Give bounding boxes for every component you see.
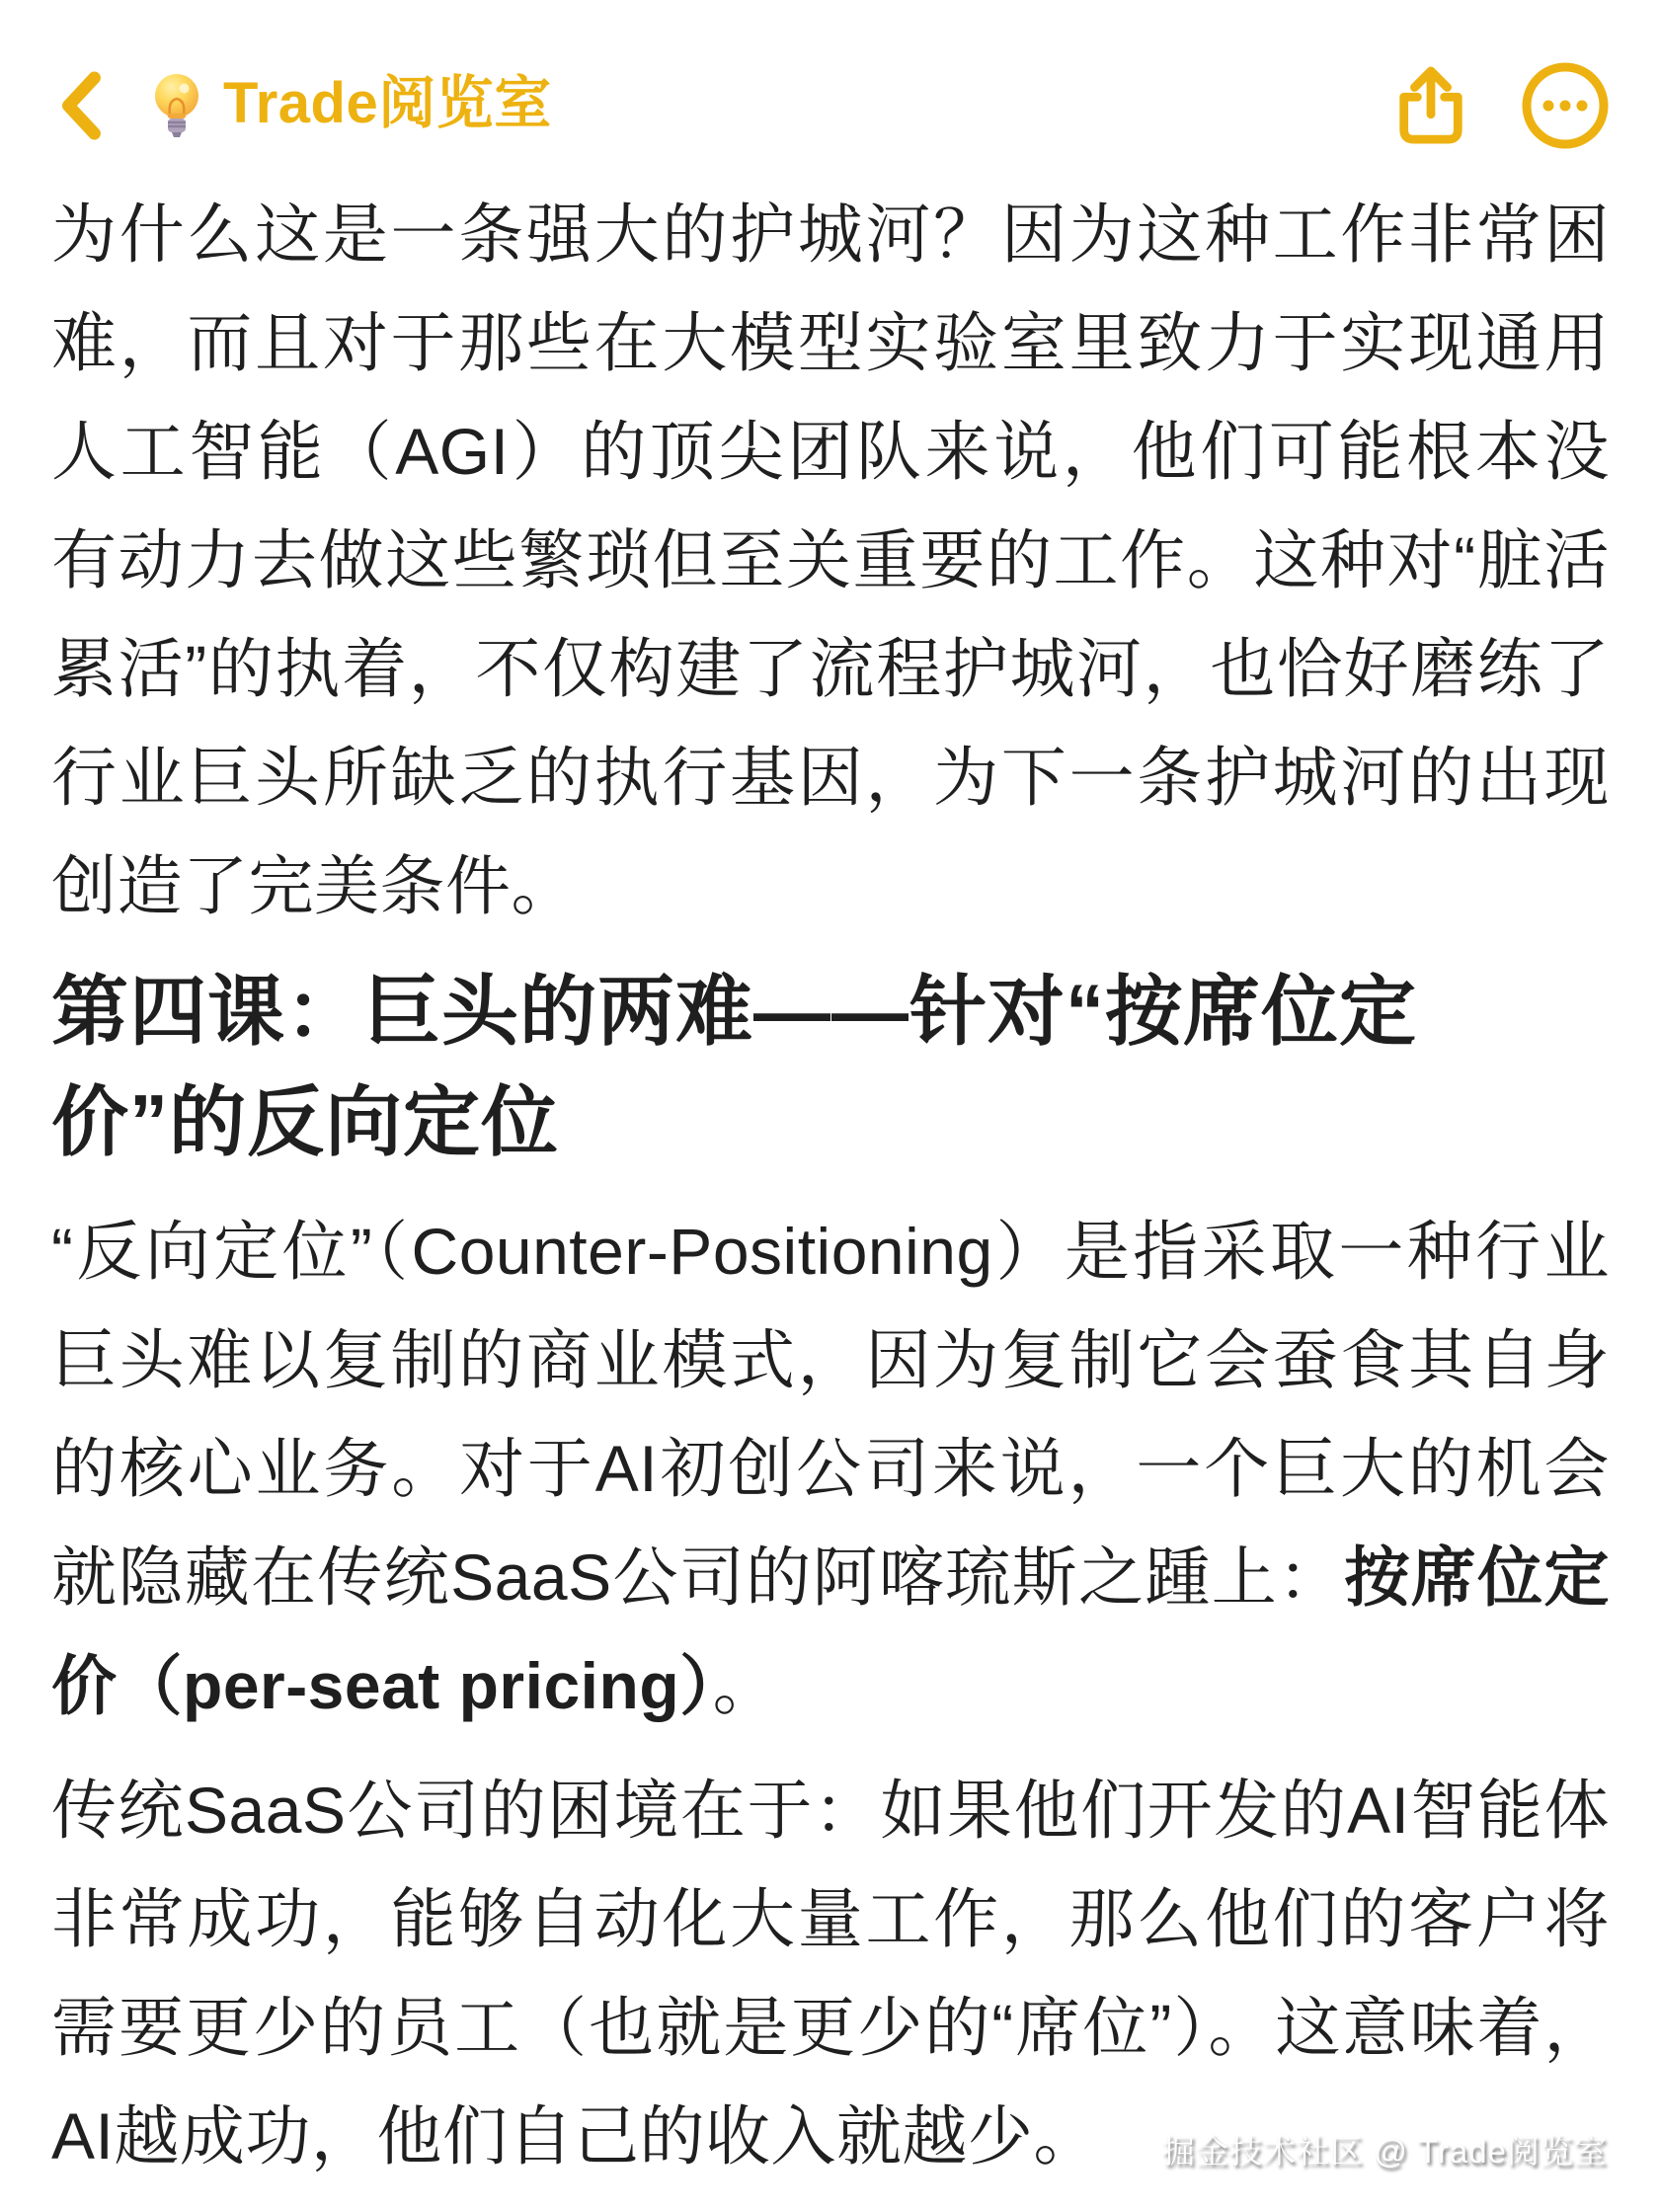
watermark: 掘金技术社区 @ Trade阅览室 [1162,2133,1608,2170]
share-upload-icon [1392,64,1469,147]
paragraph-2-text: “反向定位”（Counter-Positioning）是指采取一种行业巨头难以复制的商业模式，因为复制它会蚕食其自身的核心业务。对于AI初创公司来说，一个巨大的机会就隐藏在传统SaaS公司的阿喀琉斯之踵上： [51,1215,1610,1614]
title-group [146,71,552,140]
paragraph-3: 传统SaaS公司的困境在于：如果他们开发的AI智能体非常成功，能够自动化大量工作，那么他们的客户将需要更少的员工（也就是更少的“席位”）。这意味着，AI越成功，他们自己的收入就越少。 [51,1774,1610,2172]
paragraph-2-period: 。 [712,1649,779,1722]
share-button[interactable] [1392,64,1469,147]
header-actions [1392,61,1610,150]
paragraph-2 [51,1197,1610,1740]
back-button[interactable] [57,71,103,140]
paragraph-1: 为什么这是一条强大的护城河？因为这种工作非常困难，而且对于那些在大模型实验室里致力于实现通用人工智能（AGI）的顶尖团队来说，他们可能根本没有动力去做这些繁琐但至关重要的工作。这种对“脏活累活”的执着，不仅构建了流程护城河，也恰好磨练了行业巨头所缺乏的执行基因，为下一条护城河的出现创造了完美条件。 [51,198,1610,922]
section-heading: 第四课：巨头的两难——针对“按席位定价”的反向定位 [51,968,1418,1165]
page-title: Trade阅览室 [223,71,552,135]
paragraph-2-bold-term: 按席位定价（per-seat pricing） [51,1540,1610,1722]
chevron-left-icon [57,71,103,140]
article-body [0,168,1659,2190]
more-button[interactable] [1521,61,1610,150]
lightbulb-icon [146,71,207,140]
more-ellipsis-circle-icon [1521,61,1610,150]
header-bar [0,0,1659,168]
